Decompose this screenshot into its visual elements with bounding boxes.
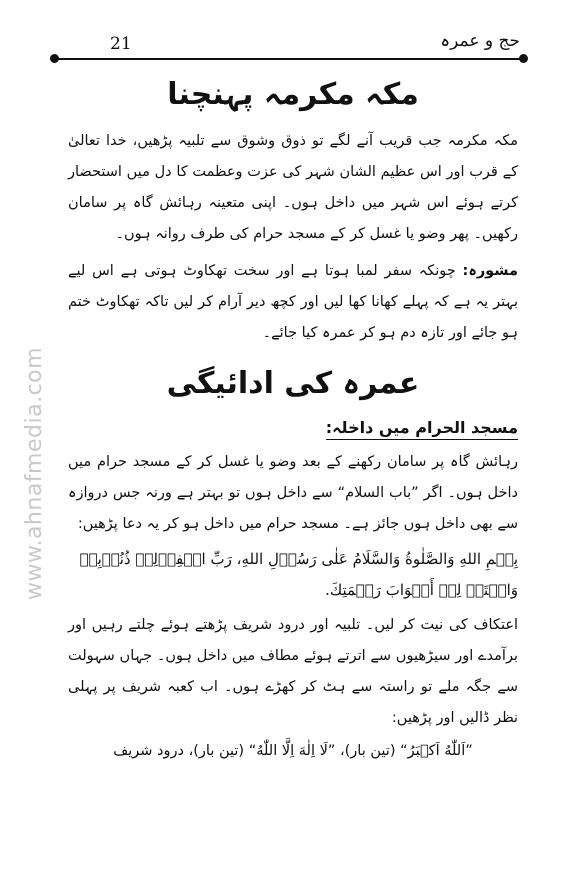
paragraph-arrival: مکہ مکرمہ جب قریب آنے لگے تو ذوق وشوق سے تلبیہ پڑھیں، خدا تعالیٰ کے قرب اور اس عظیم الشان شہر کی عزت وعظمت کا دل میں استحضار کرتے ہوئے اس شہر میں داخل ہوں۔ اپنی متعینہ رہائش گاہ پر سامان رکھیں۔ پھر وضو یا غسل کر کے مسجد حرام کی طرف روانہ ہوں۔ bbox=[68, 133, 518, 242]
subheading-text: مسجد الحرام میں داخلہ: bbox=[326, 418, 518, 440]
advice-text: چونکہ سفر لمبا ہوتا ہے اور سخت تھکاوٹ ہوتی ہے اس لیے بہتر یہ ہے کہ پہلے کھانا کھا لیں اور کچھ دیر آرام کر لیں تاکہ تھکاوٹ ختم ہو جائے اور تازہ دم ہو کر عمرہ کیا جائے۔ bbox=[68, 263, 518, 341]
page-header bbox=[60, 31, 520, 58]
running-title: حج و عمرہ bbox=[440, 31, 520, 51]
rule-dot-right bbox=[519, 54, 528, 63]
rule-dot-left bbox=[50, 54, 59, 63]
paragraph-entry: رہائش گاہ پر سامان رکھنے کے بعد وضو یا غسل کر کے مسجد حرام میں داخل ہوں۔ اگر ”باب السلام“ سے داخل ہوں تو بہتر ہے ورنہ جس دروازہ سے بھی داخل ہوں جائز ہے۔ مسجد حرام میں داخل ہو کر یہ دعا پڑھیں: bbox=[68, 454, 518, 532]
section-heading-arrival: مکہ مکرمہ پہنچنا bbox=[167, 77, 419, 112]
takbir-line: ”اَللّٰهُ اَكۡبَرُ“ (تین بار)، ”لَا اِلٰهَ اِلَّا اللّٰهُ“ (تین بار)، درود شریف bbox=[113, 743, 473, 759]
paragraph-advice bbox=[68, 256, 518, 349]
paragraph-tawaf-approach: اعتکاف کی نیت کر لیں۔ تلبیہ اور درود شریف پڑھتے ہوئے چلتے رہیں اور برآمدے اور سیڑھیوں سے اترتے ہوئے مطاف میں داخل ہوں۔ جہاں سہولت سے جگہ ملے تو راستہ سے ہٹ کر کھڑے ہوں۔ اب کعبہ شریف پر پہلی نظر ڈالیں اور پڑھیں: bbox=[68, 617, 518, 726]
section-heading-umrah: عمرہ کی ادائیگی bbox=[166, 366, 420, 401]
watermark: www.ahnafmedia.com bbox=[22, 346, 47, 600]
advice-label: مشورہ: bbox=[462, 263, 518, 279]
page-number: 21 bbox=[110, 34, 132, 54]
subheading-masjid-entry bbox=[68, 413, 518, 443]
header-rule bbox=[54, 58, 524, 60]
dua-text: بِسۡمِ اللهِ وَالصَّلٰوةُ وَالسَّلَامُ عَلٰى رَسُوۡلِ اللهِ، رَبِّ اغۡفِرۡلِيۡ ذُنُوۡبِيۡ وَافۡتَحۡ لِيۡ أَبۡوَابَ رَحۡمَتِكَ. bbox=[79, 550, 518, 599]
page-content bbox=[68, 70, 518, 767]
